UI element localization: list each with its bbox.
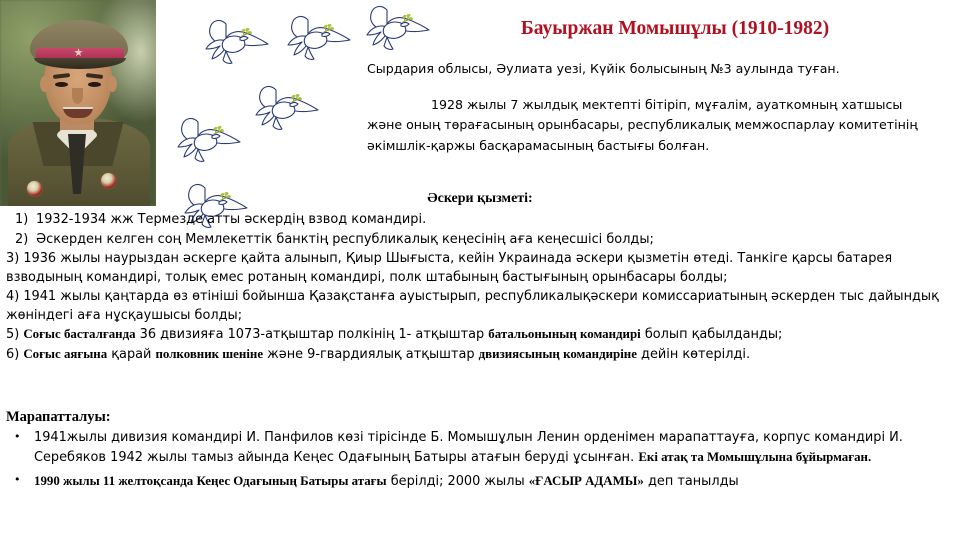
ear-right	[108, 76, 117, 92]
list-item	[6, 250, 954, 287]
text-run: 4) 1941 жылы қаңтарда өз өтініші бойынша Қазақстанға ауыстырып, республикалықәскери комиссариатының әскерден тыс дайындық жөніндегі аға нұсқаушысы болды;	[6, 288, 939, 323]
text-run: 5)	[6, 327, 24, 343]
bullet-icon: •	[14, 430, 21, 443]
list-item-number: 2)	[15, 231, 29, 247]
text-run-bold: Соғыс басталғанда	[23, 327, 136, 342]
dove-4-icon	[246, 82, 324, 138]
list-item-text	[34, 472, 954, 492]
text-run: қарай	[107, 346, 156, 362]
eye-left	[55, 82, 68, 87]
text-run: 36 двизияға 1073-атқыштар полкінің 1- атқыштар	[135, 327, 489, 343]
text-run-bold: 1990 жылы 11 желтоқсанда Кеңес Одағының Батыры атағы	[34, 474, 387, 489]
text-run: 3) 1936 жылы наурыздан әскерге қайта алынып, Қиыр Шығыста, кейін Украинада әскери қызметін өтеді. Танкіге қарсы батарея взводының командирі, толық емес ротаның командирі, полк штабының бастығының орынбасары болды;	[6, 251, 893, 286]
text-run: болып қабылданды;	[640, 327, 783, 343]
ear-left	[40, 76, 49, 92]
uniform-badge-right	[100, 172, 117, 189]
text-run-bold: «ҒАСЫР АДАМЫ»	[528, 474, 644, 489]
text-run: және 9-гвардиялық атқыштар	[263, 346, 479, 362]
text-run-bold: полковник шеніне	[155, 346, 264, 361]
text-run-bold: Екі атақ та Момышұлына бұйырмаған.	[638, 449, 872, 464]
text-run-bold: батальонының командирі	[488, 327, 641, 342]
portrait-photo	[0, 0, 156, 206]
page-title: Бауыржан Момышұлы (1910-1982)	[520, 18, 830, 39]
text-run: Әскерден келген соң Мемлекеттік банктің республикалық кеңесінің аға кеңесшісі болды;	[36, 231, 654, 247]
list-item	[6, 288, 954, 325]
list-item	[6, 325, 954, 345]
list-item-number: 1)	[15, 212, 29, 227]
list-item-text	[34, 429, 954, 467]
intro-line: Сырдария облысы, Әулиата уезі, Күйік болысының №3 аулында туған.	[367, 61, 840, 76]
bullet-icon: •	[14, 473, 21, 487]
military-service-heading: Әскери қызметі:	[427, 191, 533, 206]
text-run: 6)	[6, 346, 24, 362]
list-item	[6, 472, 954, 492]
awards-heading: Марапатталуы:	[6, 409, 111, 425]
dove-5-icon	[168, 114, 246, 170]
eye-right	[88, 82, 101, 87]
text-run: 1932-1934 жж Термезде атты әскердің взвод командирі.	[36, 212, 427, 227]
text-run: 1941жылы дивизия командирі И. Панфилов көзі тірісінде Б. Момышұлын Ленин орденімен марапаттауға, корпус командирі И. Серебяков 1942 жылы тамыз айында Кеңес Одағының Батыры атағын беруді ұсынған.	[34, 430, 903, 465]
awards-list	[6, 429, 954, 497]
text-run-bold: Соғыс аяғына	[23, 346, 108, 361]
text-run: берілді; 2000 жылы	[386, 474, 529, 490]
military-service-list	[6, 211, 954, 365]
list-item	[6, 231, 954, 250]
text-run: дейін көтерілді.	[636, 346, 751, 362]
biography-paragraph	[367, 95, 935, 156]
dove-2-icon	[278, 12, 356, 68]
list-item	[6, 429, 954, 467]
nose	[72, 88, 83, 104]
list-item	[6, 211, 954, 230]
text-run: деп танылды	[643, 474, 739, 490]
list-item-text	[36, 231, 654, 250]
text-run-bold: двизиясының командиріне	[478, 346, 637, 361]
biography-text: 1928 жылы 7 жылдық мектепті бітіріп, мұғалім, ауаткомның хатшысы және оның төрағасының орынбасары, республикалық мемжоспарлау комитетінің әкімшлік-қаржы басқарамасының бастығы болған.	[367, 97, 918, 153]
list-item-text	[36, 211, 426, 230]
dove-1-icon	[196, 16, 274, 72]
list-item	[6, 345, 954, 365]
